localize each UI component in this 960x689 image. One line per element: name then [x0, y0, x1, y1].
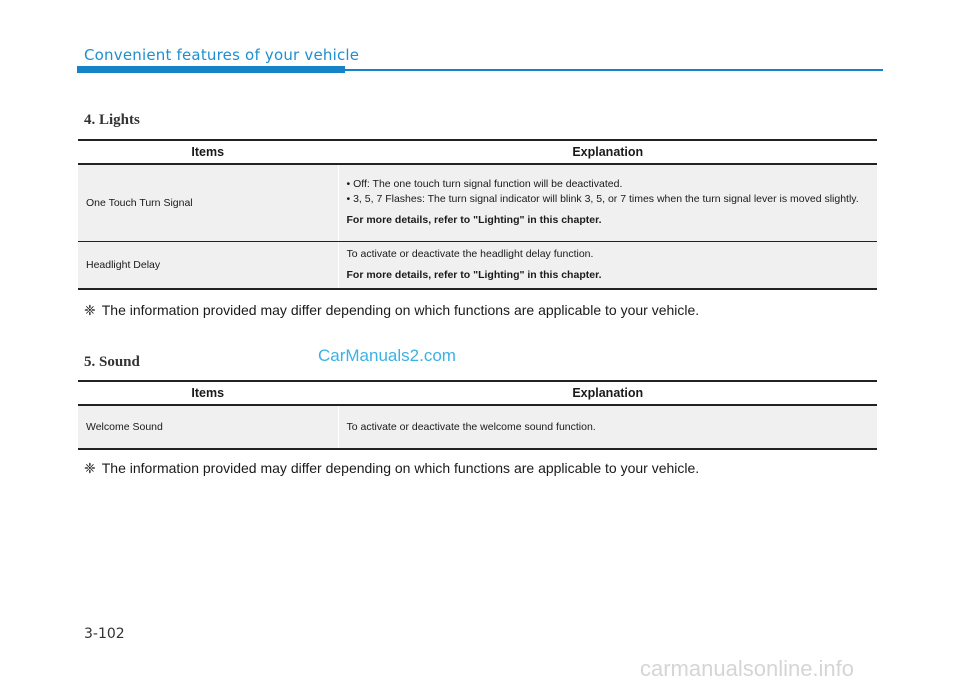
column-header-explanation: Explanation: [338, 140, 877, 164]
note-text: The information provided may differ depending on which functions are applicable to your vehicle.: [101, 302, 700, 318]
applicability-note: [84, 302, 699, 319]
item-cell: Headlight Delay: [78, 241, 338, 289]
footer-watermark: carmanualsonline.info: [640, 656, 855, 681]
reference-note: For more details, refer to "Lighting" in this chapter.: [346, 214, 602, 227]
table-header-row: [78, 140, 877, 164]
sound-table: [78, 380, 877, 450]
lights-section-title: 4. Lights: [84, 112, 140, 128]
section-header-title: Convenient features of your vehicle: [84, 46, 360, 64]
explanation-text: To activate or deactivate the welcome sound function.: [346, 420, 596, 433]
page-number: 3-102: [84, 626, 125, 642]
explanation-bullet: • 3, 5, 7 Flashes: The turn signal indicator will blink 3, 5, or 7 times when the turn signal lever is moved slightly.: [346, 193, 859, 206]
explanation-cell: [338, 164, 877, 241]
applicability-note: [84, 460, 699, 477]
sound-section-title: 5. Sound: [84, 354, 140, 370]
explanation-text: To activate or deactivate the headlight delay function.: [346, 247, 594, 260]
note-text: The information provided may differ depending on which functions are applicable to your vehicle.: [101, 460, 700, 476]
explanation-bullet: • Off: The one touch turn signal function will be deactivated.: [346, 178, 623, 191]
lights-table: [78, 139, 877, 290]
table-header-row: [78, 381, 877, 405]
column-header-items: Items: [78, 381, 338, 405]
column-header-explanation: Explanation: [338, 381, 877, 405]
explanation-cell: [338, 241, 877, 289]
note-symbol-icon: ❈: [84, 460, 96, 476]
watermark-logo: CarManuals2.com: [318, 346, 456, 365]
table-row: [78, 164, 877, 241]
header-rule: [345, 69, 883, 71]
table-row: [78, 241, 877, 289]
item-cell: One Touch Turn Signal: [78, 164, 338, 241]
note-symbol-icon: ❈: [84, 302, 96, 318]
column-header-items: Items: [78, 140, 338, 164]
item-cell: Welcome Sound: [78, 405, 338, 449]
explanation-cell: [338, 405, 877, 449]
table-row: [78, 405, 877, 449]
reference-note: For more details, refer to "Lighting" in this chapter.: [346, 268, 602, 281]
header-accent-bar: [77, 66, 345, 73]
